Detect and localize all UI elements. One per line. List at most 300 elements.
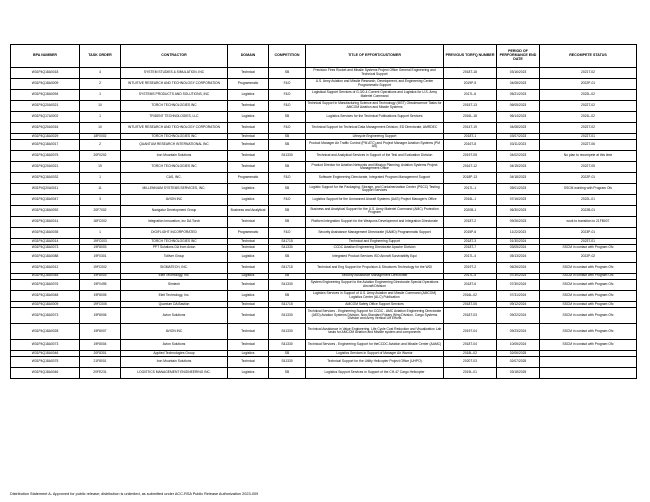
task-order-cell: 20FE231 (80, 368, 121, 379)
bpa-number-cell: W31P4Q18A0073 (11, 307, 80, 323)
recompete-status-cell: 2022T-02 (540, 123, 637, 134)
header-domain: DOMAIN (228, 45, 269, 68)
contractor-cell: Iron Mountain Solutions (121, 151, 228, 162)
bpa-number-cell: W31P4Q18A0075 (11, 151, 80, 162)
contractor-cell: Quantum DA Bastion (121, 301, 228, 307)
title-cell: U.S. Army Aviation and Missile Research, Development, and Engineering Center Programmatic Support (306, 79, 444, 90)
previous-torfq-cell: 2017L-4 (444, 251, 497, 262)
title-cell: Technical Support for Technical Data Management Division, ED Directorate, AMRDEC (306, 123, 444, 134)
title-cell: Technical Support for the Utility Helicopter Project Office (UHPO) (306, 357, 444, 368)
end-date-cell: 03/18/2025 (497, 368, 540, 379)
bpa-number-cell: W31P4Q20A0016 (11, 123, 80, 134)
table-row (11, 262, 637, 273)
title-cell: Precision Fires Rocket and Missile Systems Project Office General Engineering and Technical Support (306, 68, 444, 79)
competition-cell: SB (269, 68, 306, 79)
previous-torfq-cell: 2015P-6 (444, 228, 497, 239)
table-row (11, 68, 637, 79)
task-order-cell: 19 (80, 162, 121, 173)
competition-cell: F&O (269, 228, 306, 239)
table-row (11, 339, 637, 350)
contractor-cell: Tolliver Group (121, 251, 228, 262)
previous-torfq-cell: 2020B-1 (444, 206, 497, 217)
contractor-cell: Eleit Technology, Inc. (121, 273, 228, 279)
end-date-cell: 05/01/2023 (497, 184, 540, 195)
header-contractor: CONTRACTOR (121, 45, 228, 68)
title-cell: Logistics Services for the Technical Publications Support Services (306, 112, 444, 123)
bpa-number-cell: W31P4Q17A0002 (11, 112, 80, 123)
table-row (11, 101, 637, 112)
task-order-cell: 10 (80, 123, 121, 134)
domain-cell: Technical (228, 239, 269, 245)
bpa-number-cell: W31P4Q18A0092 (11, 206, 80, 217)
contractor-cell: Avion Solutions (121, 307, 228, 323)
title-cell: Product Director for Aviation Networks and Mission Planning, Aviation Systems Project Management Office (306, 162, 444, 173)
bpa-number-cell: W31P4Q18A0046 (11, 350, 80, 356)
previous-torfq-cell: 2018T-05 (444, 301, 497, 307)
bpa-number-cell: W31P4Q20A0021 (11, 101, 80, 112)
task-order-cell: 19F8004 (80, 339, 121, 350)
domain-cell: Logistics (228, 184, 269, 195)
previous-torfq-cell: 2017L-1 (444, 184, 497, 195)
contractor-cell: SYSTEMS PRODUCTS AND SOLUTIONS, INC (121, 90, 228, 101)
recompete-status-cell: SSCM in contact with Program Ofc (540, 273, 637, 279)
previous-torfq-cell: 2019T-2 (444, 262, 497, 273)
end-date-cell: 09/26/2023 (497, 217, 540, 228)
bpa-number-cell: W31P4Q18A0073 (11, 245, 80, 251)
title-cell: Product Manager Air Traffic Control (PM ATC) and Project Manager Aviation Systems (PM AS) (306, 140, 444, 151)
competition-cell: S41330 (269, 151, 306, 162)
competition-cell: SB (269, 350, 306, 356)
competition-cell: S41330 (269, 323, 306, 339)
bpa-number-cell: W31P4Q18A0047 (11, 195, 80, 206)
previous-torfq-cell: 2019T-05 (444, 151, 497, 162)
table-row (11, 195, 637, 206)
task-order-cell: 19FC002 (80, 262, 121, 273)
end-date-cell: 09/12/2024 (497, 301, 540, 307)
recompete-status-cell: SSCM in contact with Program Ofc (540, 245, 637, 251)
competition-cell: SB (269, 368, 306, 379)
competition-cell: S41330 (269, 357, 306, 368)
table-row (11, 90, 637, 101)
domain-cell: Programmatic (228, 228, 269, 239)
domain-cell: Technical (228, 279, 269, 290)
previous-torfq-cell: 2016T-8 (444, 140, 497, 151)
header-recompete-status: RECOMPETE STATUS (540, 45, 637, 68)
title-cell: Technical and Engineering Support (306, 239, 444, 245)
bpa-number-cell: W31P4Q18A0032 (11, 173, 80, 184)
competition-cell: S41715 (269, 301, 306, 307)
recompete-status-cell: SSCM working with Program Ofc (540, 184, 637, 195)
header-task-order: TASK ORDER (80, 45, 121, 68)
competition-cell: SB (269, 140, 306, 151)
task-order-cell: 10 (80, 101, 121, 112)
end-date-cell: 07/16/2023 (497, 195, 540, 206)
contractor-cell: Eleit Technology, Inc. (121, 290, 228, 301)
previous-torfq-cell: 2018T-3 (444, 239, 497, 245)
previous-torfq-cell: 2018T-7 (444, 245, 497, 251)
title-cell: Technical Services - Engineering Support for theCCDC Aviation and Missile Center (AAMC) (306, 339, 444, 350)
title-cell: Platform Integration Support for the Weapons Development and Integration Directorate (306, 217, 444, 228)
title-cell: Lifecycle Engineering Support (306, 134, 444, 140)
bpa-number-cell: W31P4Q18A0076 (11, 279, 80, 290)
domain-cell: Technical (228, 262, 269, 273)
bpa-number-cell: W31P4Q18A0075 (11, 357, 80, 368)
domain-cell: Technical (228, 151, 269, 162)
bpa-number-cell: W31P4Q18A0014 (11, 239, 80, 245)
contractor-cell: Applied Technologies Group (121, 350, 228, 356)
previous-torfq-cell: 2019T-04 (444, 323, 497, 339)
task-order-cell: 11 (80, 184, 121, 195)
recompete-status-cell: 2023T-01 (540, 239, 637, 245)
title-cell: Technical and Eng Support for Propulsion & Structures Technology for the WDI (306, 262, 444, 273)
end-date-cell: 10/05/2024 (497, 339, 540, 350)
previous-torfq-cell: 2018L-02 (444, 350, 497, 356)
contractor-cell: CAS, INC. (121, 173, 228, 184)
bpa-number-cell: W31P4Q18A0088 (11, 251, 80, 262)
recompete-status-cell: SSCM in contact with Program Ofc (540, 279, 637, 290)
previous-torfq-cell: 2018P-13 (444, 173, 497, 184)
competition-cell: S41715 (269, 239, 306, 245)
task-order-cell: 1 (80, 90, 121, 101)
end-date-cell: 07/30/2024 (497, 279, 540, 290)
recompete-status-cell: 2022L-01 (540, 195, 637, 206)
end-date-cell: 06/05/2023 (497, 101, 540, 112)
end-date-cell: 04/08/2023 (497, 123, 540, 134)
domain-cell: Logistics (228, 350, 269, 356)
recompete-status-cell: 2021T-02 (540, 68, 637, 79)
bpa-number-cell: W31P4Q18A0035 (11, 228, 80, 239)
recompete-table-container (10, 44, 636, 379)
contractor-cell: TRIDENT TECHNOLOGIES, LLC (121, 112, 228, 123)
domain-cell: Technical (228, 339, 269, 350)
task-order-cell: 1 (80, 173, 121, 184)
contractor-cell: Navigator Development Group (121, 206, 228, 217)
end-date-cell: 03/11/2023 (497, 140, 540, 151)
task-order-cell: 19F8003 (80, 273, 121, 279)
recompete-status-cell: SSCM in contact with Program Ofc (540, 290, 637, 301)
competition-cell: F&O (269, 123, 306, 134)
title-cell: Logistical Support Services of G-3/0-4 Current Operations and Logistics for U.S. Army Materiel Command (306, 90, 444, 101)
end-date-cell: 04/15/2023 (497, 162, 540, 173)
header-previous-torfq: PREVIOUS TORFQ NUMBER (444, 45, 497, 68)
title-cell: Business and Analytical Support for the U.S. Army Materiel Command (AMC) Protection Program (306, 206, 444, 217)
task-order-cell: 19F8005 (80, 290, 121, 301)
domain-cell: Logistics (228, 90, 269, 101)
previous-torfq-cell: 2016L-18 (444, 112, 497, 123)
table-row (11, 357, 637, 368)
task-order-cell: 20F7002 (80, 206, 121, 217)
title-cell: CCDC Aviation Engineering Directorate Apache Division (306, 245, 444, 251)
title-cell: Logistics Services in Support of Manager Air Warrior (306, 350, 444, 356)
table-row (11, 206, 637, 217)
table-row (11, 323, 637, 339)
title-cell: Technical Assistance in Value Engineering, Life Cycle Cost Reduction and Visualization Lab tasks for AMCOM Aviation and Missile system and components (306, 323, 444, 339)
recompete-status-cell: SSCM in contact with Program Ofc (540, 307, 637, 323)
bpa-number-cell: W31P4Q18A0048 (11, 273, 80, 279)
competition-cell: SB (269, 162, 306, 173)
header-bpa-number: BPA NUMBER (11, 45, 80, 68)
title-cell: Logistics Services in Support of U.S. Army Aviation and Missile Command (AMCOM) Logistics Center (ALC) Publication (306, 290, 444, 301)
previous-torfq-cell: 2016L-02 (444, 290, 497, 301)
header-competition: COMPETITION (269, 45, 306, 68)
title-cell: System Engineering Support to the Aviation Engineering Directorate Special Operations Aircraft Division (306, 279, 444, 290)
header-title: TITLE OF EFFORT/CUSTOMER (306, 45, 444, 68)
domain-cell: Logistics (228, 273, 269, 279)
domain-cell: Technical (228, 323, 269, 339)
task-order-cell: 19FC005 (80, 301, 121, 307)
title-cell: Logistics Support for the Unmanned Aircraft Systems (UAS) Project Manager's Office (306, 195, 444, 206)
contractor-cell: MILLENNIUM SYSTEMS SERVICES, INC. (121, 184, 228, 195)
previous-torfq-cell: 2015T-13 (444, 101, 497, 112)
recompete-status-cell: 2022T-02 (540, 101, 637, 112)
table-row (11, 290, 637, 301)
end-date-cell: 06/14/2023 (497, 112, 540, 123)
end-date-cell: 06/30/2023 (497, 206, 540, 217)
recompete-status-cell: 2022B-01 (540, 206, 637, 217)
domain-cell: Technical (228, 123, 269, 134)
bpa-number-cell: W31P4Q18A0014 (11, 217, 80, 228)
task-order-cell: 18F0002 (80, 134, 121, 140)
domain-cell: Technical (228, 101, 269, 112)
contractor-cell: TORCH TECHNOLOGIES INC (121, 162, 228, 173)
table-row (11, 217, 637, 228)
header-row (11, 45, 637, 68)
competition-cell: SB (269, 112, 306, 123)
domain-cell: Technical (228, 162, 269, 173)
end-date-cell: 05/13/2024 (497, 251, 540, 262)
table-row (11, 123, 637, 134)
end-date-cell: 04/08/2023 (497, 79, 540, 90)
competition-cell: S41715 (269, 262, 306, 273)
competition-cell: SB (269, 273, 306, 279)
task-order-cell: 21F8001 (80, 357, 121, 368)
domain-cell: Technical (228, 307, 269, 323)
recompete-table (10, 44, 637, 379)
recompete-status-cell: 2021L-02 (540, 112, 637, 123)
task-order-cell: 19F0301 (80, 251, 121, 262)
contractor-cell: SYSTEM STUDIES & SIMULATION, INC (121, 68, 228, 79)
bpa-number-cell: W31P4Q18A0012 (11, 262, 80, 273)
end-date-cell: 06/26/2024 (497, 262, 540, 273)
title-cell: Integrated Product Services ISO Aircraft Survivability Equi (306, 251, 444, 262)
competition-cell: F&O (269, 101, 306, 112)
contractor-cell: SIGMATECH, INC. (121, 262, 228, 273)
domain-cell: Programmatic (228, 173, 269, 184)
title-cell: Logistic Support for the Packaging, Storage, and Containerization Center (PSCC) Testing Support Services (306, 184, 444, 195)
task-order-cell: 19F8006 (80, 307, 121, 323)
previous-torfq-cell: 2018T-2 (444, 217, 497, 228)
end-date-cell: 03/16/2023 (497, 68, 540, 79)
previous-torfq-cell: 2016L-1 (444, 195, 497, 206)
title-cell: Software Engineering Directorate, Integrated Program Management Support (306, 173, 444, 184)
header-pop-end-date: PERIOD OF PERFORMANCE END DATE (497, 45, 540, 68)
previous-torfq-cell: 2019P-5 (444, 79, 497, 90)
contractor-cell: Iron Mountain Solutions (121, 357, 228, 368)
domain-cell: Logistics (228, 290, 269, 301)
recompete-status-cell: 2022T-01 (540, 134, 637, 140)
end-date-cell: 04/02/2023 (497, 151, 540, 162)
end-date-cell: 03/07/2023 (497, 134, 540, 140)
task-order-cell: 2 (80, 140, 121, 151)
end-date-cell: 02/06/2025 (497, 350, 540, 356)
table-row (11, 228, 637, 239)
title-cell: Technical Services - Engineering Support for CCDC - AMC Aviation Engineering Directorate (AED) Aviation Systems Division, Non-Standard Rotary Wing Division, Cargo Systems Division and Army Vertical Lift Efforts (306, 307, 444, 323)
end-date-cell: 01/30/2024 (497, 239, 540, 245)
competition-cell: F&O (269, 173, 306, 184)
domain-cell: Programmatic (228, 79, 269, 90)
task-order-cell: 20F8301 (80, 350, 121, 356)
table-row (11, 162, 637, 173)
end-date-cell: 03/05/2024 (497, 245, 540, 251)
domain-cell: Technical (228, 217, 269, 228)
domain-cell: Logistics (228, 368, 269, 379)
domain-cell: Logistics (228, 251, 269, 262)
end-date-cell: 02/07/2025 (497, 357, 540, 368)
recompete-status-cell: 2022T-05 (540, 162, 637, 173)
domain-cell: Technical (228, 134, 269, 140)
bpa-number-cell: W31P4Q18A0028 (11, 323, 80, 339)
competition-cell: S41330 (269, 245, 306, 251)
table-row (11, 79, 637, 90)
previous-torfq-cell: 2016T-12 (444, 162, 497, 173)
previous-torfq-cell: 2018T-03 (444, 307, 497, 323)
table-row (11, 279, 637, 290)
recompete-status-cell: SSCM in contact with Program Ofc (540, 323, 637, 339)
competition-cell: S41330 (269, 279, 306, 290)
table-row (11, 173, 637, 184)
previous-torfq-cell: 2018T-6 (444, 279, 497, 290)
bpa-number-cell: W31P4Q18A0046 (11, 368, 80, 379)
contractor-cell: TORCH TECHNOLOGIES INC (121, 134, 228, 140)
bpa-number-cell: W31P4Q18A0073 (11, 339, 80, 350)
competition-cell: SB (269, 206, 306, 217)
table-row (11, 251, 637, 262)
bpa-number-cell: W31P4Q18A0009 (11, 301, 80, 307)
previous-torfq-cell: 2018T-04 (444, 339, 497, 350)
previous-torfq-cell: 2014T-19 (444, 123, 497, 134)
domain-cell: Technical (228, 301, 269, 307)
table-row (11, 368, 637, 379)
contractor-cell: PPT Solutions DA from Avion (121, 245, 228, 251)
recompete-status-cell (540, 357, 637, 368)
table-row (11, 140, 637, 151)
recompete-status-cell: SSCM in contact with Program Ofc (540, 339, 637, 350)
task-order-cell: 1 (80, 228, 121, 239)
end-date-cell: 09/23/2024 (497, 323, 540, 339)
previous-torfq-cell: 2017L-5 (444, 273, 497, 279)
previous-torfq-cell: 2018T-18 (444, 68, 497, 79)
recompete-status-cell: SSCM in contact with Program Ofc (540, 301, 637, 307)
table-row (11, 151, 637, 162)
title-cell: Security Assistance Management Directorate (306, 273, 444, 279)
title-cell: Technical and Analytical Services in Support of the Test and Evaluation Division (306, 151, 444, 162)
bpa-number-cell: W31P4Q18A0017 (11, 140, 80, 151)
recompete-status-cell: 2022P-01 (540, 79, 637, 90)
end-date-cell: 07/30/2024 (497, 273, 540, 279)
contractor-cell: TORCH TECHNOLOGIES INC (121, 101, 228, 112)
contractor-cell: Avion Solutions (121, 339, 228, 350)
title-cell: Security Assistance Management Directorate (SAMD) Programmatic Support (306, 228, 444, 239)
title-cell: Logistics Support Services in Support of the CH-47 Cargo Helicopter (306, 368, 444, 379)
competition-cell: SB (269, 184, 306, 195)
recompete-status-cell: 2022P-01 (540, 173, 637, 184)
distribution-statement: Distribution Statement A- Approved for public release; distribution is unlimited, as submitted under ACC-RSA Public Release Authorization 2023-009 (10, 492, 259, 496)
competition-cell: F&O (269, 90, 306, 101)
bpa-number-cell: W31P4Q18A0048 (11, 290, 80, 301)
domain-cell: Technical (228, 68, 269, 79)
competition-cell: SB (269, 251, 306, 262)
contractor-cell: TORCH TECHNOLOGIES INC (121, 239, 228, 245)
competition-cell: F&O (269, 79, 306, 90)
recompete-status-cell: 2023P-01 (540, 228, 637, 239)
domain-cell: Technical (228, 357, 269, 368)
competition-cell: SB (269, 134, 306, 140)
title-cell: AMCOM Safety Office Support Services (306, 301, 444, 307)
task-order-cell: 20F0202 (80, 151, 121, 162)
task-order-cell: 19FC003 (80, 239, 121, 245)
task-order-cell: 3 (80, 195, 121, 206)
domain-cell: Technical (228, 140, 269, 151)
contractor-cell: QUANTUM RESEARCH INTERNATIONAL INC (121, 140, 228, 151)
contractor-cell: DIGIFLIGHT INCORPORATED (121, 228, 228, 239)
bpa-number-cell: W31P4Q18A0009 (11, 79, 80, 90)
recompete-status-cell: SSCM in contact with Program Ofc (540, 262, 637, 273)
table-row (11, 184, 637, 195)
task-order-cell: 2 (80, 79, 121, 90)
table-row (11, 307, 637, 323)
previous-torfq-cell: 2017L-6 (444, 90, 497, 101)
recompete-status-cell: 2022T-06 (540, 140, 637, 151)
end-date-cell: 11/22/2023 (497, 228, 540, 239)
previous-torfq-cell: 2018T-1 (444, 134, 497, 140)
competition-cell: SB (269, 290, 306, 301)
recompete-status-cell (540, 368, 637, 379)
title-cell: Technical Support in Manufacturing Science and Technology (MST) Obsolescence Tasks for AMCOM Aviation and Missile Systems (306, 101, 444, 112)
task-order-cell: 19F0495 (80, 279, 121, 290)
contractor-cell: LOGISTICS MANAGEMENT ENGINEERING INC. (121, 368, 228, 379)
recompete-status-cell: No plan to recompete at this time (540, 151, 637, 162)
end-date-cell: 07/31/2024 (497, 290, 540, 301)
bpa-number-cell: W31P4Q18A0094 (11, 90, 80, 101)
bpa-number-cell: W31P4Q20A0011 (11, 184, 80, 195)
end-date-cell: 04/18/2023 (497, 173, 540, 184)
task-order-cell: 4 (80, 68, 121, 79)
end-date-cell: 05/21/2023 (497, 90, 540, 101)
contractor-cell: INTUITIVE RESEARCH AND TECHNOLOGY CORPORATION (121, 79, 228, 90)
contractor-cell: Simtech (121, 279, 228, 290)
contractor-cell: Integration Innovation, Inc DA Torch (121, 217, 228, 228)
contractor-cell: AVION INC (121, 195, 228, 206)
bpa-number-cell: W31P4Q18A0018 (11, 68, 80, 79)
task-order-cell: 1 (80, 112, 121, 123)
previous-torfq-cell: 2019L-01 (444, 368, 497, 379)
end-date-cell: 09/22/2024 (497, 307, 540, 323)
bpa-number-cell: W31P4Q18A0029 (11, 134, 80, 140)
competition-cell: SB (269, 217, 306, 228)
task-order-cell: 19F8003 (80, 245, 121, 251)
recompete-status-cell: 2022P-02 (540, 251, 637, 262)
domain-cell: Business and Analytical (228, 206, 269, 217)
table-row (11, 112, 637, 123)
contractor-cell: AVION INC (121, 323, 228, 339)
contractor-cell: INTUITIVE RESEARCH AND TECHNOLOGY CORPORATION (121, 123, 228, 134)
competition-cell: S41330 (269, 339, 306, 350)
competition-cell: S41330 (269, 307, 306, 323)
domain-cell: Logistics (228, 112, 269, 123)
bpa-number-cell: W31P4Q20A0021 (11, 162, 80, 173)
domain-cell: Technical (228, 245, 269, 251)
task-order-cell: 18FC002 (80, 217, 121, 228)
